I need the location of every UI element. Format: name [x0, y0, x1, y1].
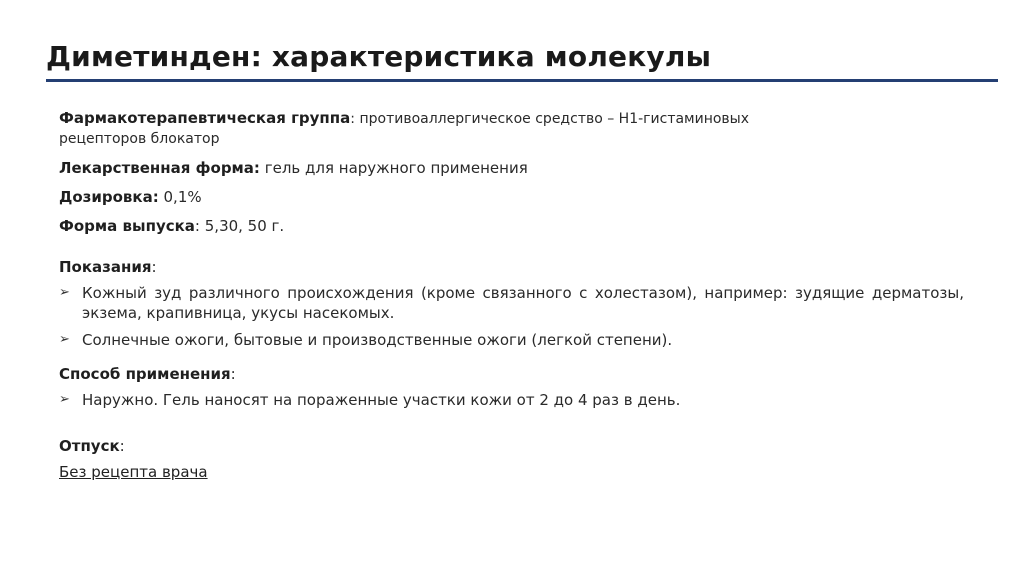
pharm-group-separator: : [350, 111, 356, 127]
dosage-form-value: гель для наружного применения [259, 159, 528, 177]
dispensing-separator: : [119, 437, 125, 455]
dosage-form-label: Лекарственная форма: [59, 159, 260, 177]
indication-text: Солнечные ожоги, бытовые и производственные ожоги (легкой степени). [82, 331, 673, 349]
list-item [59, 390, 964, 410]
indication-text: Кожный зуд различного происхождения (кроме связанного с холестазом), например: зудящие дерматозы, экзема, крапивница, укусы насекомых. [82, 284, 964, 322]
list-item [59, 283, 964, 323]
arrowhead-bullet-icon: ➢ [59, 392, 70, 407]
indications-heading [59, 257, 964, 277]
dosage-line [59, 187, 964, 207]
dispensing-heading [59, 436, 964, 456]
indications-list [59, 283, 964, 350]
pharm-group-line [59, 108, 779, 149]
pharm-group-value: противоаллергическое средство – Н1-гистаминовых рецепторов блокатор [59, 111, 750, 147]
dosage-value: 0,1% [158, 188, 202, 206]
arrowhead-bullet-icon: ➢ [59, 285, 70, 300]
title-underline [46, 79, 998, 82]
indications-separator: : [151, 258, 157, 276]
release-form-label: Форма выпуска [59, 217, 195, 235]
page-title: Диметинден: характеристика молекулы [46, 40, 712, 73]
administration-text: Наружно. Гель наносят на пораженные участки кожи от 2 до 4 раз в день. [82, 391, 681, 409]
release-form-value: 5,30, 50 г. [199, 217, 285, 235]
list-item [59, 330, 964, 350]
dosage-form-line [59, 158, 964, 178]
release-form-separator: : [194, 217, 200, 235]
administration-label: Способ применения [59, 365, 231, 383]
release-form-line [59, 216, 964, 236]
content-area [59, 108, 964, 482]
prescription-status-link[interactable]: Без рецепта врача [59, 463, 208, 481]
administration-list [59, 390, 964, 410]
administration-heading [59, 364, 964, 384]
pharm-group-label: Фармакотерапевтическая группа [59, 109, 351, 127]
dispensing-label: Отпуск [59, 437, 120, 455]
arrowhead-bullet-icon: ➢ [59, 332, 70, 347]
indications-label: Показания [59, 258, 152, 276]
dosage-label: Дозировка: [59, 188, 159, 206]
administration-separator: : [230, 365, 236, 383]
